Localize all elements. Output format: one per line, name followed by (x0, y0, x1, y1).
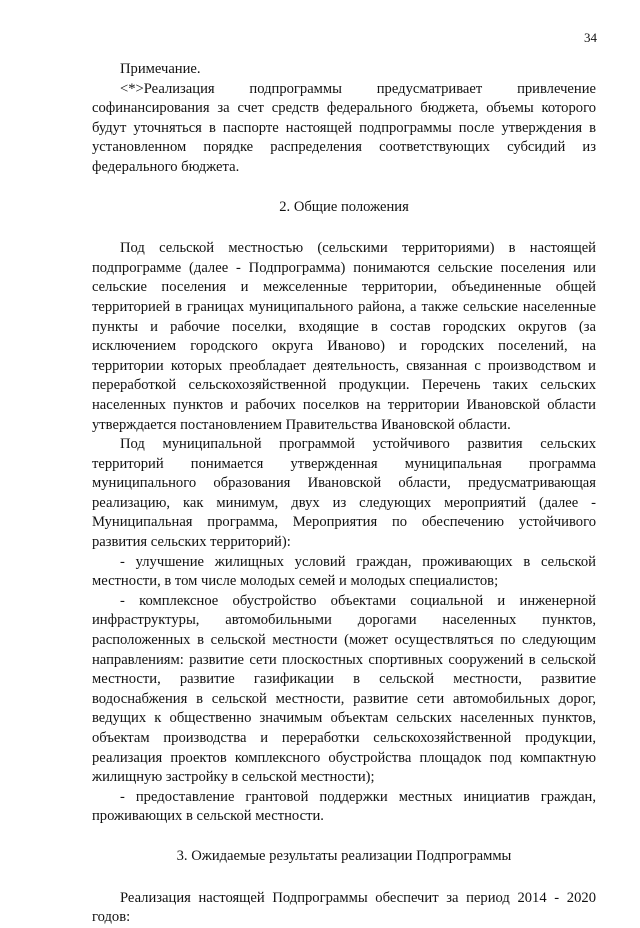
section-2-list-item: - предоставление грантовой поддержки местных инициатив граждан, проживающих в сельской местности. (92, 788, 596, 825)
section-2-body (92, 239, 596, 827)
section-2-paragraph: Под муниципальной программой устойчивого развития сельских территорий понимается утвержденная муниципальная программа муниципального образования Ивановской области, предусматривающая реализацию, как минимум, двух из следующих мероприятий (далее - Муниципальная программа, Мероприятия по обеспечению устойчивого развития сельских территорий): (92, 436, 596, 551)
section-2-heading: 2. Общие положения (279, 198, 409, 215)
document-body (92, 60, 596, 928)
section-2-list-item: - улучшение жилищных условий граждан, проживающих в сельской местности, в том числе молодых семей и молодых специалистов; (92, 553, 596, 590)
section-3-paragraph: Реализация настоящей Подпрограммы обеспечит за период 2014 - 2020 годов: (92, 889, 596, 926)
page-number: 34 (584, 30, 597, 45)
note-title: Примечание. (120, 61, 201, 77)
note-text: <*>Реализация подпрограммы предусматривает привлечение софинансирования за счет средств федерального бюджета, объемы которого будут уточняться в паспорте настоящей подпрограммы после утверждения в установленном порядке распределения соответствующих субсидий из федерального бюджета. (92, 80, 596, 175)
section-3-heading: 3. Ожидаемые результаты реализации Подпрограммы (176, 847, 512, 864)
section-3-body (92, 889, 596, 928)
section-2-list-item: - комплексное обустройство объектами социальной и инженерной инфраструктуры, автомобильными дорогами населенных пунктов, расположенных в сельской местности (может осуществляться по следующим направлениям: развитие сети плоскостных спортивных сооружений в сельской местности, развитие газификации в сельской местности, развитие водоснабжения в сельской местности, развитие сети автомобильных дорог, ведущих к общественно значимым объектам сельских населенных пунктов, объектам производства и переработки сельскохозяйственной продукции, реализация проектов комплексного обустройства площадок под компактную жилищную застройку в сельской местности); (92, 592, 596, 786)
section-2-paragraph: Под сельской местностью (сельскими территориями) в настоящей подпрограмме (далее - Подпрограмма) понимаются сельские поселения или сельские поселения и межселенные территории, объединенные общей территорией в границах муниципального района, а также сельские населенные пункты и рабочие поселки, входящие в состав городских округов (за исключением городского округа Иваново) и городских поселений, на территории которых преобладает деятельность, связанная с производством и переработкой сельскохозяйственной продукции. Перечень таких сельских населенных пунктов и рабочих поселков на территории Ивановской области утверждается постановлением Правительства Ивановской области. (92, 240, 596, 433)
